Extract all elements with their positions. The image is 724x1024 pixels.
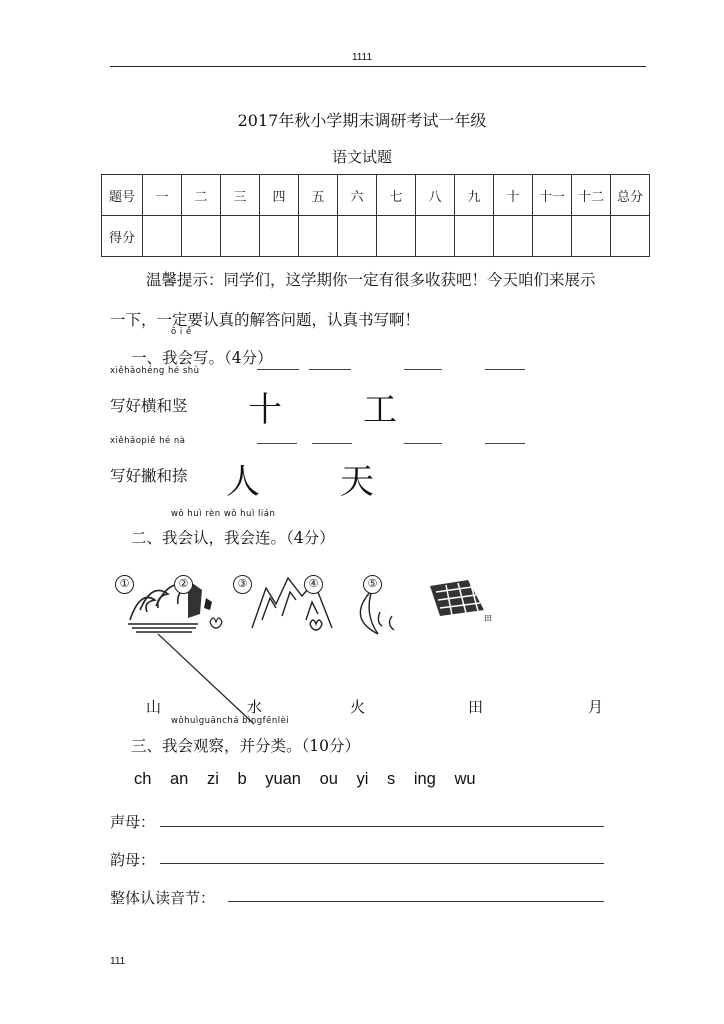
score-input-cell[interactable] [221,216,260,257]
write-blank[interactable] [404,369,442,370]
match-word-yue[interactable]: 月 [588,698,604,716]
exam-title: 2017年秋小学期末调研考试一年级 [237,111,487,130]
zhengti-label: 整体认读音节： [110,889,216,907]
write-blank[interactable] [309,369,351,370]
score-input-cell[interactable] [143,216,182,257]
table-cell: 十一 [533,175,572,216]
table-cell: 八 [416,175,455,216]
table-cell: 三 [221,175,260,216]
write-blank[interactable] [257,443,297,444]
write-blank[interactable] [485,443,525,444]
footer-page-number: 111 [110,956,126,967]
match-word-tian[interactable]: 田 [468,698,484,716]
write-blank[interactable] [257,369,299,370]
section2-heading: 二、我会认，我会连。（4分） [131,529,335,547]
picture-number-3: ③ [233,575,252,594]
shengmu-label: 声母： [110,813,156,831]
table-cell: 二 [182,175,221,216]
write-blank[interactable] [485,369,525,370]
score-table-score-row [102,216,650,257]
section1-heading: 一、我会写。（4分） [131,349,273,367]
write-blank[interactable] [404,443,442,444]
score-input-cell[interactable] [455,216,494,257]
section2-pinyin: wǒ huì rèn wǒ huì lián [171,509,276,519]
yunmu-label: 韵母： [110,851,156,869]
row1-label: 写好横和竖 [110,397,188,415]
picture-number-4: ④ [304,575,323,594]
score-input-cell[interactable] [260,216,299,257]
table-cell: 六 [338,175,377,216]
rock-picture [188,580,222,628]
score-input-cell[interactable] [533,216,572,257]
section1-pinyin: ō i ě [171,327,192,337]
picture-number-5: ⑤ [363,575,382,594]
score-input-cell[interactable] [338,216,377,257]
match-word-shui[interactable]: 水 [247,698,263,716]
match-word-huo[interactable]: 火 [350,698,366,716]
model-char-ren: 人 [226,462,260,502]
row2-label: 写好撇和捺 [110,467,188,485]
pinyin-letters: ch an zi b yuan ou yi s ing wu [134,770,476,788]
table-cell: 五 [299,175,338,216]
table-cell: 得分 [102,216,143,257]
score-table [101,174,650,257]
model-char-shi: 十 [248,390,282,430]
table-cell: 总分 [611,175,650,216]
write-blank[interactable] [312,443,352,444]
exam-subtitle: 语文试题 [331,148,392,166]
section3-pinyin: wǒhuìguānchá bìngfēnlèi [171,716,290,726]
header-rule [110,66,646,67]
row1-pinyin: xiěhǎohéng hé shù [110,366,200,376]
score-input-cell[interactable] [299,216,338,257]
table-cell: 一 [143,175,182,216]
row2-pinyin: xiěhǎopiě hé nà [110,436,186,446]
table-cell: 九 [455,175,494,216]
model-char-gong: 工 [363,390,397,430]
moon-picture [360,590,394,634]
tip-line-1: 温馨提示：同学们，这学期你一定有很多收获吧！今天咱们来展示 [146,271,596,289]
example-connect-line [150,630,263,730]
score-input-cell[interactable] [572,216,611,257]
score-input-cell[interactable] [494,216,533,257]
tip-line-2: 一下，一定要认真的解答问题，认真书写啊！ [110,311,421,329]
score-input-cell[interactable] [416,216,455,257]
shengmu-answer-line[interactable] [160,826,604,827]
zhengti-answer-line[interactable] [228,901,604,902]
table-cell: 十 [494,175,533,216]
section3-heading: 三、我会观察，并分类。（10分） [131,737,360,755]
table-cell: 四 [260,175,299,216]
yunmu-answer-line[interactable] [160,863,604,864]
table-cell: 十二 [572,175,611,216]
model-char-tian: 天 [340,462,374,502]
table-cell: 题号 [102,175,143,216]
field-picture [430,580,484,616]
score-input-cell[interactable] [611,216,650,257]
score-input-cell[interactable] [377,216,416,257]
score-table-header-row [102,175,650,216]
table-cell: 七 [377,175,416,216]
score-input-cell[interactable] [182,216,221,257]
picture-number-1: ① [115,575,134,594]
header-page-label: 1111 [351,52,373,63]
picture-number-2: ② [174,575,193,594]
field-picture-char: 田 [484,614,492,623]
match-word-shan[interactable]: 山 [146,698,162,716]
